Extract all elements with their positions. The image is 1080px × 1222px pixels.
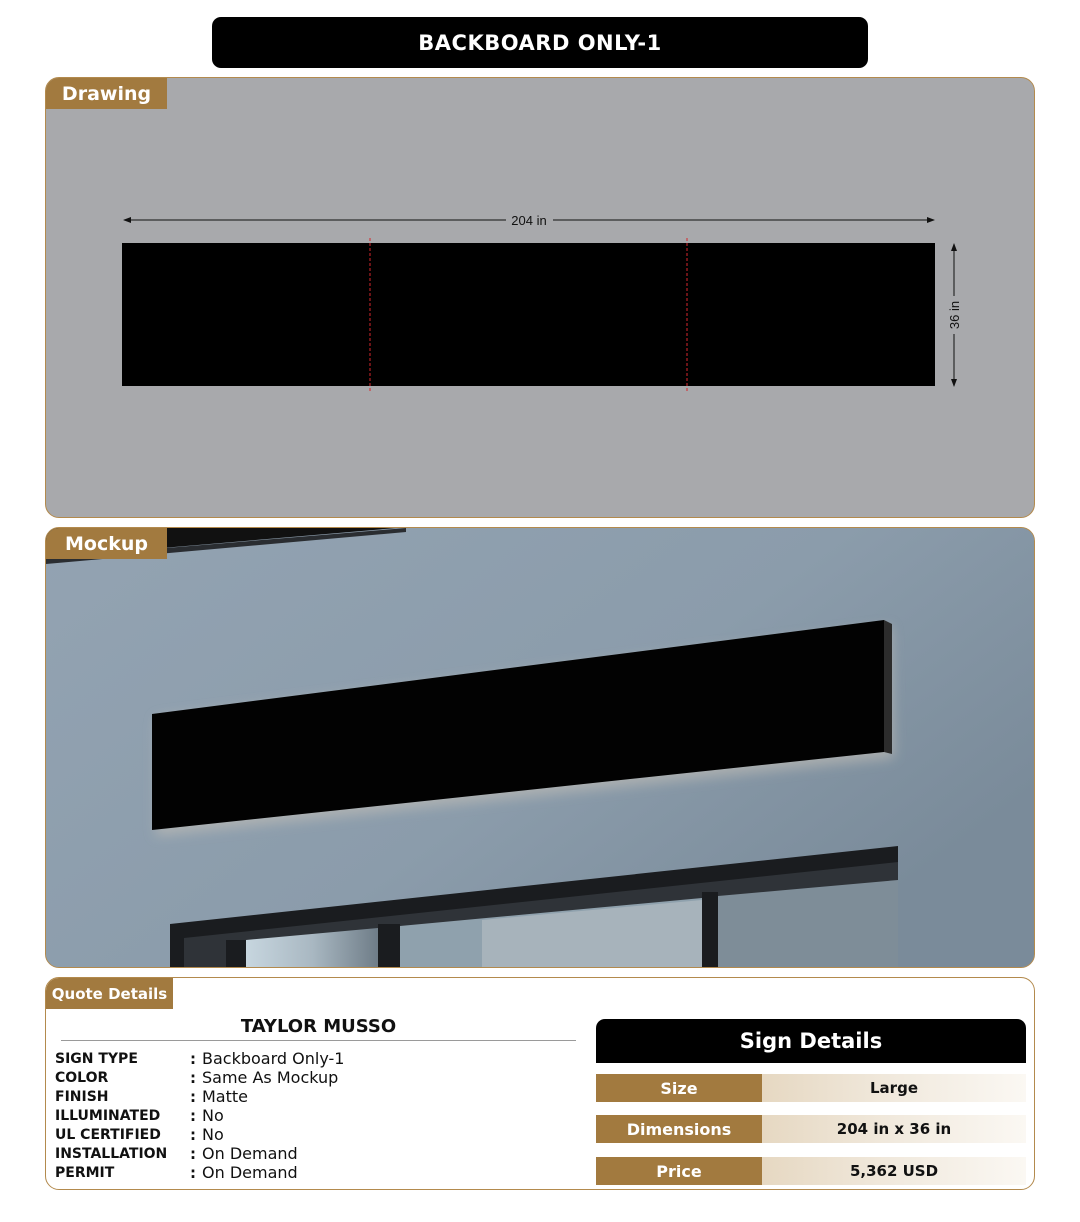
spec-row-color — [55, 1068, 338, 1087]
sign-details-row-price — [596, 1157, 1026, 1185]
spec-row-finish — [55, 1087, 248, 1106]
spec-key: INSTALLATION — [55, 1145, 168, 1162]
spec-row-permit — [55, 1163, 298, 1182]
divider — [61, 1040, 576, 1041]
spec-row-illuminated — [55, 1106, 224, 1125]
spec-row-installation — [55, 1144, 298, 1163]
spec-key: SIGN TYPE — [55, 1050, 138, 1067]
sign-details-header: Sign Details — [596, 1019, 1026, 1063]
drawing-panel — [45, 77, 1035, 518]
spec-colon: : — [190, 1106, 196, 1125]
height-label: 36 in — [947, 300, 962, 330]
spec-value: No — [202, 1125, 224, 1144]
spec-value: On Demand — [202, 1144, 298, 1163]
sign-panel — [122, 243, 935, 386]
spec-colon: : — [190, 1049, 196, 1068]
spec-colon: : — [190, 1068, 196, 1087]
spec-value: On Demand — [202, 1163, 298, 1182]
spec-colon: : — [190, 1163, 196, 1182]
spec-key: PERMIT — [55, 1164, 115, 1181]
width-dimension — [123, 213, 935, 228]
spec-value: Same As Mockup — [202, 1068, 339, 1087]
quote-details-panel — [45, 977, 1035, 1190]
mockup-tag: Mockup — [46, 528, 167, 559]
sign-details-label: Dimensions — [596, 1115, 762, 1143]
spec-colon: : — [190, 1087, 196, 1106]
width-label: 204 in — [511, 213, 547, 228]
technical-drawing — [46, 78, 1034, 517]
sign-details-row-dimensions — [596, 1115, 1026, 1143]
height-dimension — [947, 243, 962, 387]
sign-details-value: 204 in x 36 in — [762, 1115, 1026, 1143]
quote-details-tag: Quote Details — [46, 978, 173, 1009]
spec-value: Backboard Only-1 — [202, 1049, 345, 1068]
drawing-tag: Drawing — [46, 78, 167, 109]
spec-key: FINISH — [55, 1088, 109, 1105]
spec-row-ul-certified — [55, 1125, 224, 1144]
spec-colon: : — [190, 1125, 196, 1144]
sign-details-label: Size — [596, 1074, 762, 1102]
mockup-image — [46, 528, 1034, 967]
mockup-panel — [45, 527, 1035, 968]
client-name: TAYLOR MUSSO — [240, 1016, 397, 1037]
sign-details-label: Price — [596, 1157, 762, 1185]
sign-details-row-size — [596, 1074, 1026, 1102]
spec-key: COLOR — [55, 1069, 109, 1086]
spec-key: ILLUMINATED — [55, 1107, 161, 1124]
spec-colon: : — [190, 1144, 196, 1163]
spec-key: UL CERTIFIED — [55, 1126, 161, 1143]
page-title: BACKBOARD ONLY-1 — [212, 17, 868, 68]
sign-details-value: Large — [762, 1074, 1026, 1102]
spec-row-sign-type — [55, 1049, 344, 1068]
spec-value: No — [202, 1106, 224, 1125]
sign-details-value: 5,362 USD — [762, 1157, 1026, 1185]
spec-value: Matte — [202, 1087, 248, 1106]
